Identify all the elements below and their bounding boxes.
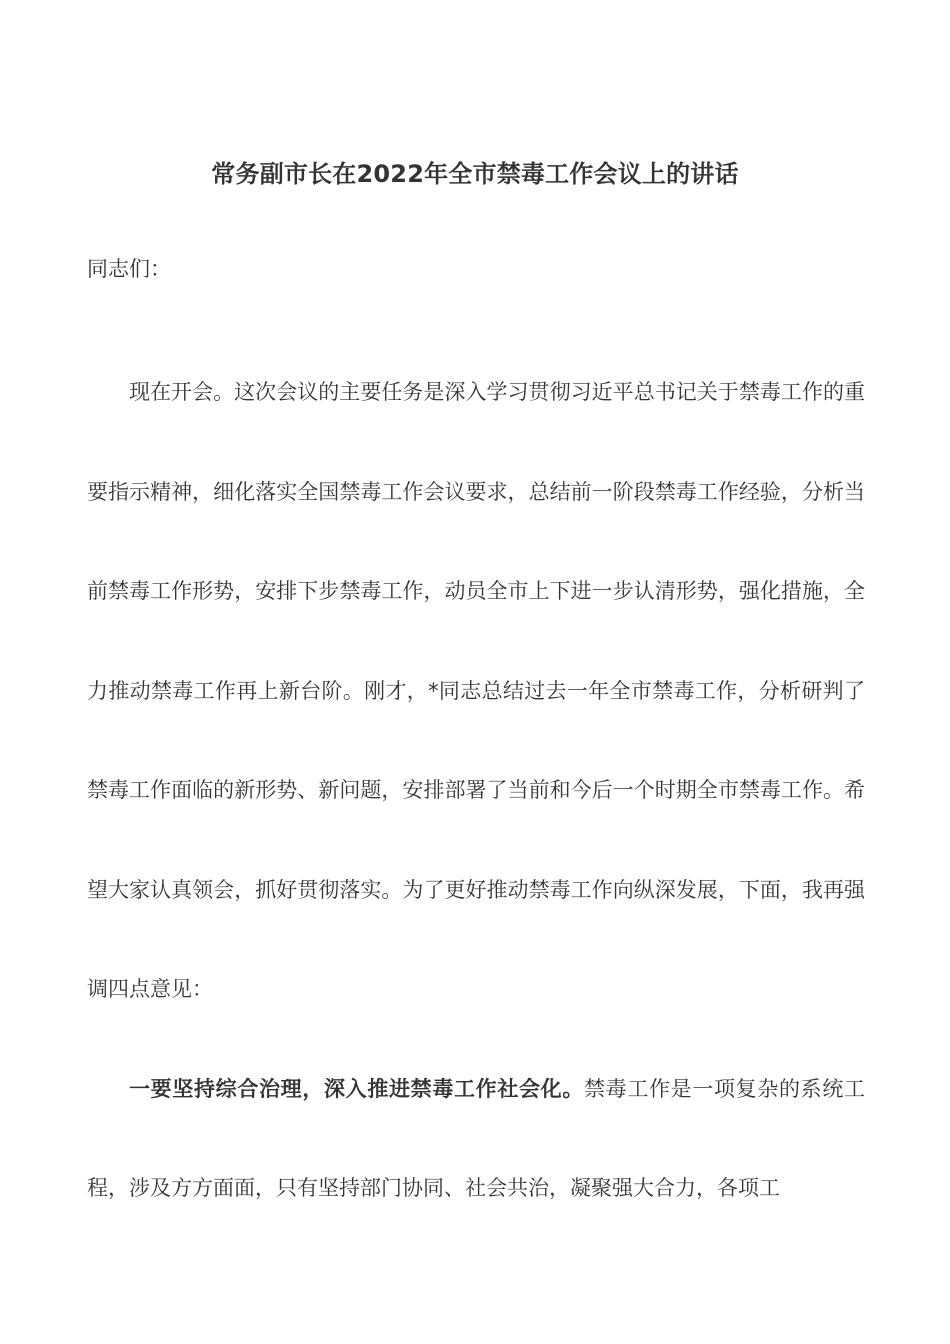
document-body (87, 343, 865, 1239)
paragraph-opening (87, 343, 865, 1040)
document-title: 常务副市长在2022年全市禁毒工作会议上的讲话 (211, 160, 739, 188)
paragraph-lead: 一要坚持综合治理，深入推进禁毒工作社会化。 (129, 1076, 584, 1101)
paragraph-text: 现在开会。这次会议的主要任务是深入学习贯彻习近平总书记关于禁毒工作的重要指示精神，细化落实全国禁毒工作会议要求，总结前一阶段禁毒工作经验，分析当前禁毒工作形势，安排下步禁毒工作，动员全市上下进一步认清形势，强化措施，全力推动禁毒工作再上新台阶。刚才，*同志总结过去一年全市禁毒工作，分析研判了禁毒工作面临的新形势、新问题，安排部署了当前和今后一个时期全市禁毒工作。希望大家认真领会，抓好贯彻落实。为了更好推动禁毒工作向纵深发展，下面，我再强调四点意见： (87, 380, 865, 1001)
paragraph-text: 禁毒工作是一项复杂的系统工程，涉及方方面面，只有坚持部门协同、社会共治，凝聚强大合力，各项工 (87, 1076, 865, 1200)
salutation: 同志们： (87, 257, 171, 281)
paragraph-point-one (87, 1040, 865, 1239)
